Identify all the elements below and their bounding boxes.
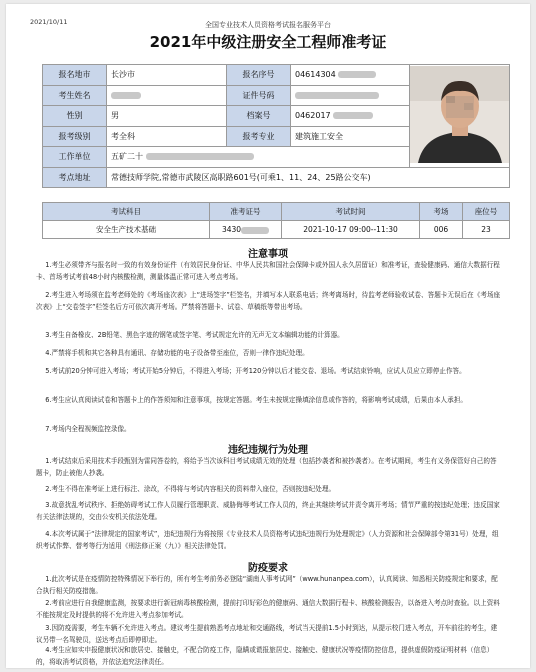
notice-item: 5.考试前20分钟可进入考场；考试开始5分钟后，不得进入考场；开考120分钟以后才能交卷、退场。考试结束铃响，应试人员应立即停止作答。 [45,367,466,375]
gender-label: 性别 [43,106,107,127]
candidate-info-table [42,64,510,188]
gender-value: 男 [107,106,227,127]
id-cell [291,85,410,106]
file-no-label: 档案号 [227,106,291,127]
exam-header-time: 考试时间 [282,203,420,221]
notice-item: 4.严禁将手机和其它各种具有通讯、存储功能的电子设备带至座位，否则一律作违纪处理。 [45,349,309,357]
violation-title: 违纪违规行为处理 [228,445,308,456]
notice-item: 3.考生自备橡皮、2B铅笔、黑色字迹的钢笔或签字笔、考试规定允许的无声无文本编辑功能的计算器。 [45,331,344,339]
id-label: 证件号码 [227,85,291,106]
file-no-value: 0462017 [295,111,331,121]
exam-room: 006 [420,221,463,239]
name-label: 考生姓名 [43,85,107,106]
employer-value: 五矿二十 [111,152,143,162]
address-value: 常德技师学院,常德市武陵区高职路601号(可乘1、11、24、25路公交车) [107,167,510,188]
redaction [146,153,254,160]
table-row [43,221,510,239]
exam-header-ticket-no: 准考证号 [210,203,282,221]
name-cell [107,85,227,106]
notice-item: 6.考生应认真阅读试卷和答题卡上的作答须知和注意事项，按规定答题。考生未按规定操填涂信息或作答的，将影响考试成绩，后果由本人承担。 [45,396,467,404]
ticket-no-value: 3430 [221,225,242,234]
candidate-photo [410,66,510,163]
reg-no-value: 04614304 [295,70,336,80]
exam-seat: 23 [463,221,510,239]
site-name: 全国专业技术人员资格考试报名服务平台 [205,21,331,29]
level-label: 报考级别 [43,126,107,147]
redaction [295,92,379,99]
violation-item: 3.故意扰乱考试秩序、拒绝妨碍考试工作人员履行管理职责、威胁侮辱考试工作人员的，终止其继续考试并责令离开考场；情节严重的按违纪处理；违反国家有关法律法规的，交由公安机关依法处理。 [36,501,500,521]
major-value: 建筑施工安全 [291,126,410,147]
exam-schedule-table [42,202,510,239]
notice-item: 2.考生进入考场须在监考老师处的《考场座次表》上“进场签字”栏签名，并填写本人联系电话；终考离场时，待监考老师验收试卷、答题卡无误后在《考场座次表》上“交卷签字”栏签名后方可依次离开考场。严禁将答题卡、试卷、草稿纸等带出考场。 [36,291,501,311]
epidemic-item: 2.考前应进行自我健康监测，按要求进行新冠病毒核酸检测，提前打印好彩色的健康码、通信大数据行程卡、核酸检测报告，以备进入考点时查验。以上资料不能按规定及时提供的将不允许进入考点参加考试。 [36,599,500,619]
redaction [338,71,376,78]
notice-item: 7.考场内全程视频监控录像。 [45,425,131,433]
reg-no-cell [291,65,410,86]
page-title: 2021年中级注册安全工程师准考证 [149,33,387,51]
notice-item: 1.考生必须带齐与报名时一致的有效身份证件（有效居民身份证、中华人民共和国社会保障卡或外国人永久居留证）和准考证，查验健康码、通信大数据行程卡、首场考试考前48小时内核酸检测，测量体温正常可进入考点考场。 [36,261,500,281]
epidemic-item: 4.考生应如实申报健康状况和旅居史、接触史，不配合防疫工作，隐瞒或谎报旅居史、接触史、健康状况等疫情防控信息，提供虚假防疫证明材料（信息）的，将取消考试资格，并依法追究法律责任。 [36,646,494,666]
employer-cell [107,147,410,168]
violation-item: 1.考试结束后采用技术手段甄别为雷同答卷的，将给予当次该科目考试成绩无效的处理（包括抄袭者和被抄袭者）。在考试期间，考生有义务保管好自己的答题卡，防止被他人抄袭。 [36,457,497,477]
employer-label: 工作单位 [43,147,107,168]
exam-time: 2021-10-17 09:00--11:30 [282,221,420,239]
redaction [241,227,269,234]
admission-ticket [6,4,530,668]
address-label: 考点地址 [43,167,107,188]
major-label: 报考专业 [227,126,291,147]
photo-cell [410,65,510,168]
notice-title: 注意事项 [248,249,288,260]
reg-no-label: 报名序号 [227,65,291,86]
ticket-no-cell [210,221,282,239]
exam-header-room: 考场 [420,203,463,221]
violation-item: 4.本次考试属于“法律规定的国家考试”，违纪违规行为将按照《专业技术人员资格考试违纪违规行为处理规定》（人力资源和社会保障部令第31号）处理，组织考试作弊、替考等行为适用《刑法修正案（九）》相关法律处罚。 [36,530,499,550]
print-date: 2021/10/11 [30,18,68,26]
redaction [111,92,141,99]
file-no-cell [291,106,410,127]
exam-subject: 安全生产技术基础 [43,221,210,239]
epidemic-item: 1.此次考试是在疫情防控特殊情况下举行的，所有考生考前务必登陆“湖南人事考试网”（www.hunanpea.com），认真阅读、知悉相关防疫规定和要求，配合执行相关防疫措施。 [36,575,498,595]
redaction [333,112,373,119]
epidemic-title: 防疫要求 [248,563,288,574]
level-value: 考全科 [107,126,227,147]
region-label: 报名地市 [43,65,107,86]
violation-item: 2.考生不得在准考证上进行标注、涂改，不得将与考试内容相关的资料带入座位，否则按违纪处理。 [45,485,336,493]
exam-header-subject: 考试科目 [43,203,210,221]
region-value: 长沙市 [107,65,227,86]
epidemic-item: 3.因防疫需要，考生车辆不允许进入考点。建议考生提前熟悉考点地址和交通路线，考试当天提前1.5小时到达，从提示校门进入考点，开车前往的考生，建议另带一名驾驶员，送达考点后即停即走。 [36,624,498,644]
exam-header-seat: 座位号 [463,203,510,221]
